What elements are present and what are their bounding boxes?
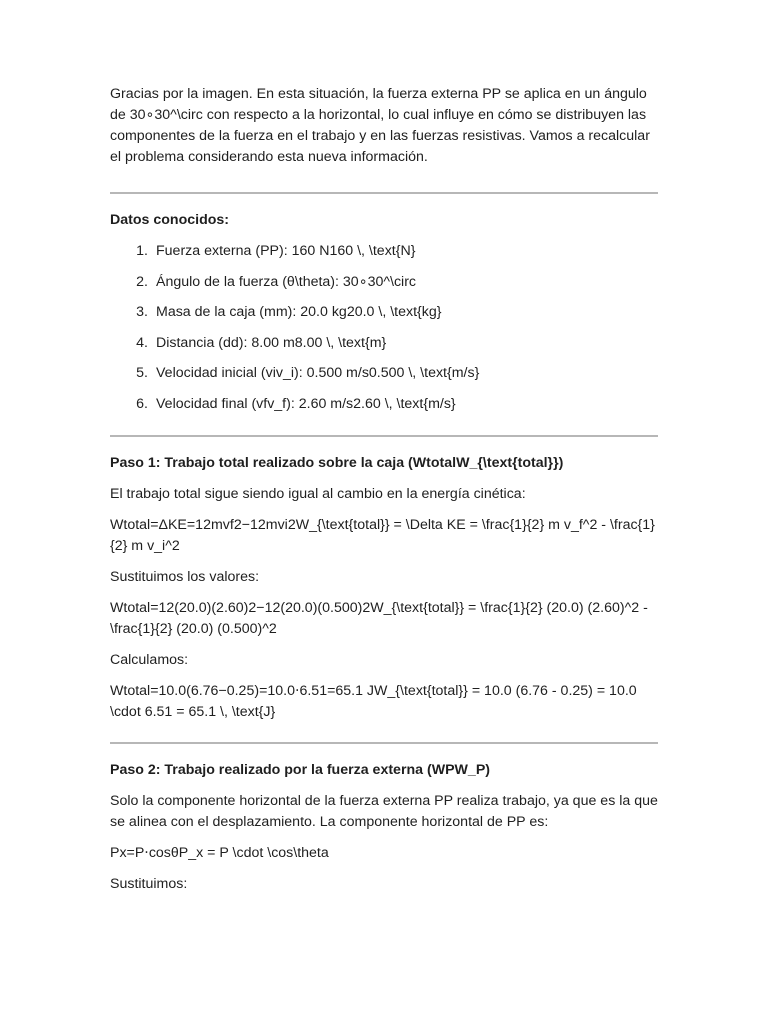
- step1-heading: Paso 1: Trabajo total realizado sobre la caja (WtotalW_{\text{total}}): [110, 454, 564, 471]
- step2-formula: Px=P⋅cos⁡θP_x = P \cdot \cos\theta: [110, 844, 329, 861]
- step2-paragraph: Solo la componente horizontal de la fuerza externa PP realiza trabajo, ya que es la que se alinea con el desplazamiento. La componente horizontal de PP es:: [110, 792, 658, 830]
- list-number: 4.: [136, 334, 148, 351]
- step1-formula: Wtotal=ΔKE=12mvf2−12mvi2W_{\text{total}} = \Delta KE = \frac{1}{2} m v_f^2 - \frac{1}{2} m v_i^2: [110, 516, 655, 554]
- step2-paragraph: Sustituimos:: [110, 875, 188, 892]
- list-number: 2.: [136, 273, 148, 290]
- list-number: 6.: [136, 395, 148, 412]
- list-item-text: Distancia (dd): 8.00 m8.00 \, \text{m}: [156, 334, 387, 351]
- section-divider: [110, 435, 658, 437]
- list-item: [110, 272, 658, 293]
- step1-formula: Wtotal=12(20.0)(2.60)2−12(20.0)(0.500)2W_{\text{total}} = \frac{1}{2} (20.0) (2.60)^2 - \frac{1}{2} (20.0) (0.500)^2: [110, 599, 648, 637]
- step1-paragraph: El trabajo total sigue siendo igual al cambio en la energía cinética:: [110, 485, 526, 502]
- list-item-text: Velocidad final (vfv_f): 2.60 m/s2.60 \, \text{m/s}: [156, 395, 456, 412]
- list-number: 3.: [136, 304, 148, 320]
- step1-paragraph: Sustituimos los valores:: [110, 568, 260, 585]
- list-number: 1.: [136, 243, 148, 259]
- document-content: [110, 84, 658, 905]
- list-item-text: Fuerza externa (PP): 160 N160 \, \text{N}: [156, 243, 416, 259]
- list-item: [110, 333, 658, 354]
- list-item-text: Masa de la caja (mm): 20.0 kg20.0 \, \text{kg}: [156, 304, 442, 320]
- step2-heading: Paso 2: Trabajo realizado por la fuerza externa (WPW_P): [110, 761, 491, 778]
- step1-formula: Wtotal=10.0(6.76−0.25)=10.0⋅6.51=65.1 JW_{\text{total}} = 10.0 (6.76 - 0.25) = 10.0 \cdot 6.51 = 65.1 \, \text{J}: [110, 682, 637, 720]
- list-item-text: Ángulo de la fuerza (θ\theta): 30∘30^\circ: [156, 273, 417, 290]
- list-item: [110, 302, 658, 323]
- known-data-list: [110, 241, 658, 415]
- list-item: [110, 394, 658, 415]
- list-item: [110, 241, 658, 262]
- list-item: [110, 363, 658, 384]
- section-divider: [110, 742, 658, 744]
- section-divider: [110, 192, 658, 194]
- intro-paragraph: Gracias por la imagen. En esta situación, la fuerza externa PP se aplica en un ángulo de 30∘30^\circ con respecto a la horizontal, lo cual influye en cómo se distribuyen las componentes de la fuerza en el trabajo y en las fuerzas resistivas. Vamos a recalcular el problema considerando esta nueva información.: [110, 86, 650, 165]
- known-data-heading: Datos conocidos:: [110, 212, 230, 228]
- step1-paragraph: Calculamos:: [110, 651, 189, 668]
- list-number: 5.: [136, 365, 148, 381]
- list-item-text: Velocidad inicial (viv_i): 0.500 m/s0.500 \, \text{m/s}: [156, 365, 480, 381]
